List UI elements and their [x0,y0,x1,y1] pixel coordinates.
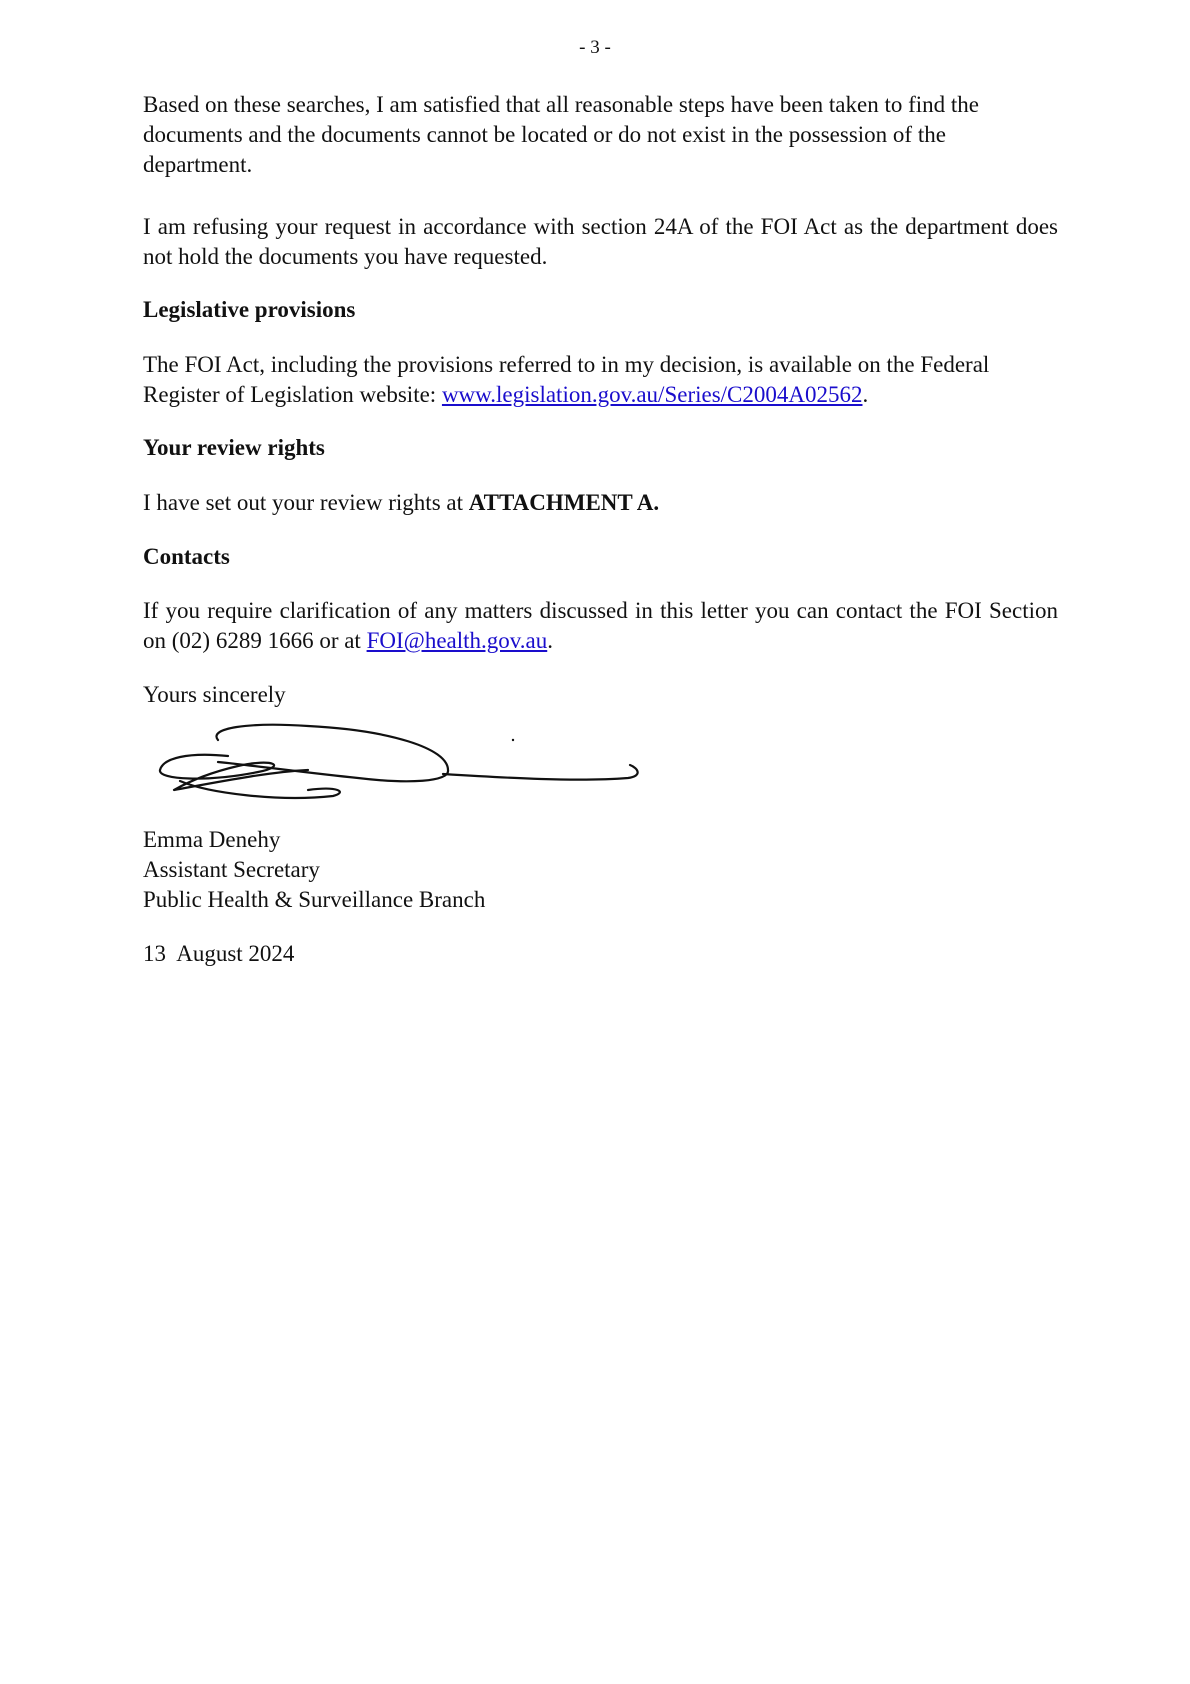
paragraph-refusal: I am refusing your request in accordance with section 24A of the FOI Act as the department does not hold the documents you have requested. [143,214,1058,269]
letter-date: 13 August 2024 [143,941,295,966]
contact-text: If you require clarification of any matters discussed in this letter you can contact the FOI Section on (02) 6289 1666 or at [143,598,1058,653]
paragraph-searches: Based on these searches, I am satisfied that all reasonable steps have been taken to find the documents and the documents cannot be located or do not exist in the possession of the department. [143,92,980,177]
paragraph-legislation [143,350,1058,410]
page-number: - 3 - [579,37,611,58]
heading-contacts: Contacts [143,544,230,569]
legislation-suffix: . [862,382,869,407]
paragraph-review [143,488,1058,518]
handwritten-signature [158,718,688,808]
signatory-branch: Public Health & Surveillance Branch [143,887,486,912]
heading-legislative-provisions: Legislative provisions [143,297,356,322]
heading-review-rights: Your review rights [143,435,325,460]
paragraph-contact [143,596,1058,656]
legislation-text: The FOI Act, including the provisions referred to in my decision, is available on the Federal Register of Legislation website: [143,352,990,407]
signatory-name: Emma Denehy [143,827,281,852]
closing-salutation: Yours sincerely [143,682,286,707]
contact-suffix: . [547,628,553,653]
legislation-link[interactable]: www.legislation.gov.au/Series/C2004A02562 [441,382,863,407]
signatory-title: Assistant Secretary [143,857,320,882]
email-link[interactable]: FOI@health.gov.au [366,628,548,653]
signature-block [143,825,485,969]
review-text: I have set out your review rights at [143,490,469,515]
attachment-reference: ATTACHMENT A. [468,490,660,515]
